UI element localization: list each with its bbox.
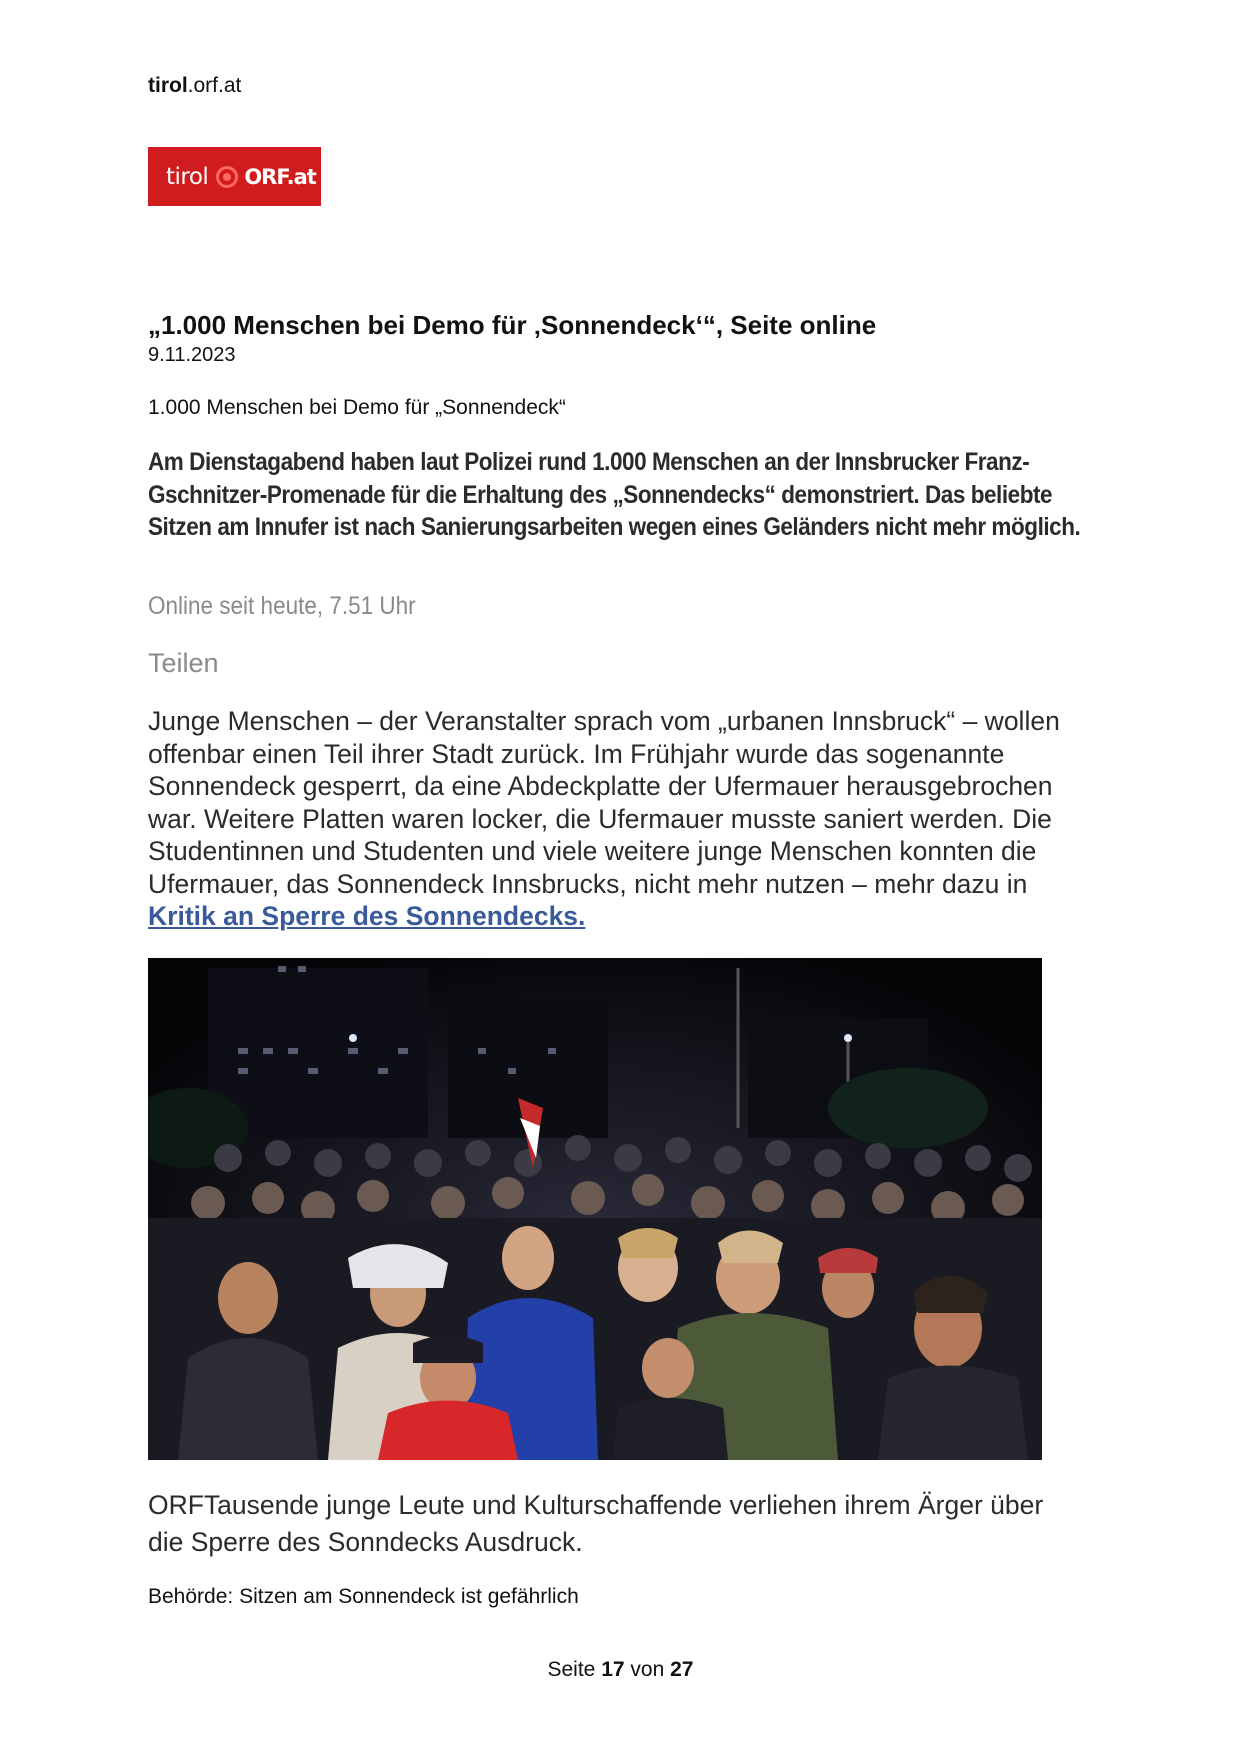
orf-logo[interactable] [148,147,321,206]
article-body-text: Junge Menschen – der Veranstalter sprach vom „urbanen Innsbruck“ – wollen offenbar einen Teil ihrer Stadt zurück. Im Frühjahr wurde das sogenannte Sonnendeck gesperrt, da eine Abdeckplatte der Ufermauer herausgebrochen war. Weitere Platten waren locker, die Ufermauer musste saniert werden. Die Studentinnen und Studenten und viele weitere junge Menschen konnten die Ufermauer, das Sonnendeck Innsbrucks, nicht mehr nutzen – mehr dazu in [148,706,1060,899]
footer-middle: von [630,1658,665,1681]
article-body [148,705,1098,933]
footer-page-number: 17 [601,1658,625,1681]
photo-caption: ORFTausende junge Leute und Kulturschaffende verliehen ihrem Ärger über die Sperre des Sonndecks Ausdruck. [148,1490,1044,1557]
section-subhead: Behörde: Sitzen am Sonnendeck ist gefährlich [148,1585,579,1608]
site-url-rest: .orf.at [187,74,242,97]
orf-eye-icon [216,166,238,188]
page-footer [0,1658,1241,1682]
related-article-link[interactable]: Kritik an Sperre des Sonnendecks. [148,901,586,931]
footer-page-total: 27 [670,1658,694,1681]
logo-brand-text: ORF.at [244,164,316,189]
site-url[interactable] [148,74,241,98]
logo-region-text: tirol [166,163,209,190]
online-since: Online seit heute, 7.51 Uhr [148,592,416,620]
article-date: 9.11.2023 [148,344,236,366]
share-button[interactable]: Teilen [148,648,219,678]
article-lead: Am Dienstagabend haben laut Polizei rund 1.000 Menschen an der Innsbrucker Franz-Gschnitzer-Promenade für die Erhaltung des „Sonnendecks“ demonstriert. Das beliebte Sitzen am Innufer ist nach Sanierungsarbeiten wegen eines Geländers nicht mehr möglich. [148,448,1081,541]
article-photo [148,958,1042,1460]
article-headline: „1.000 Menschen bei Demo für ‚Sonnendeck‘“, Seite online [148,310,877,340]
footer-prefix: Seite [547,1658,596,1681]
site-url-bold: tirol [148,74,188,97]
article-subtitle: 1.000 Menschen bei Demo für „Sonnendeck“ [148,396,566,419]
